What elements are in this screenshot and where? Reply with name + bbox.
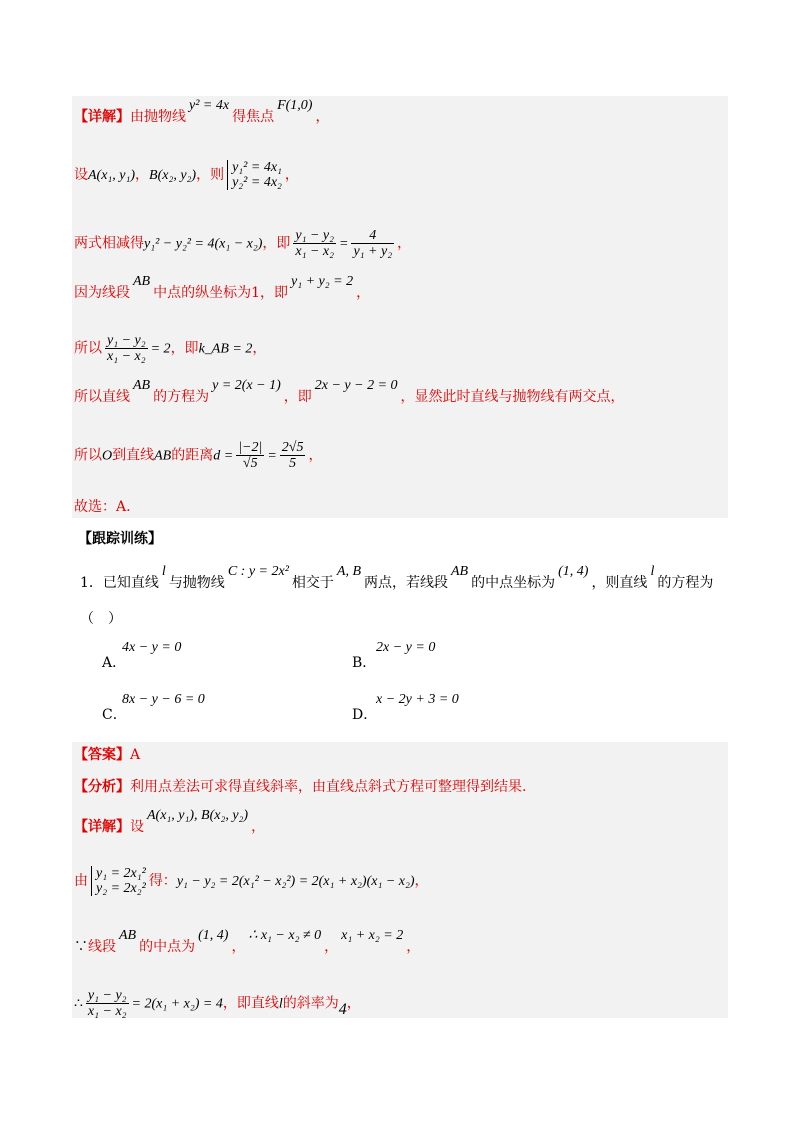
math-sum: y₁ + y₂ = 2	[291, 274, 354, 289]
denominator: x₁ − x₂	[295, 244, 334, 259]
text: ，	[252, 340, 267, 357]
math-difference: y₁ − y₂ = 2(x₁² − x₂²) = 2(x₁ + x₂)(x₁ − x₂)	[176, 874, 415, 889]
math-midpoint: (1, 4)	[558, 564, 589, 579]
fraction	[105, 333, 148, 364]
text: 1．已知直线	[80, 575, 159, 591]
option-a-letter: A．	[102, 655, 127, 671]
option-d-expr: x − 2y + 3 = 0	[376, 692, 459, 707]
answer-label: 【答案】	[74, 747, 130, 763]
math-point-a: A(x₁, y₁)	[88, 168, 136, 183]
denominator: x₁ − x₂	[87, 1004, 127, 1019]
text: ，即	[170, 340, 199, 357]
text: 的方程为	[657, 575, 714, 591]
text: ，	[346, 995, 361, 1012]
text: ，	[414, 873, 429, 889]
math-segment: AB	[154, 448, 172, 464]
detail-line-3	[74, 228, 411, 259]
system-row-1: y₁ = 2x₁²	[96, 866, 146, 881]
text: 的中点坐标为	[471, 575, 556, 591]
math-parabola: y² = 4x	[189, 98, 230, 113]
math-slope-value: 4	[338, 1000, 347, 1018]
numerator: 4	[369, 228, 377, 243]
math-line-l: l	[161, 564, 166, 579]
text: 的中点为	[139, 939, 196, 955]
math-segment: AB	[133, 274, 151, 289]
text: ，	[356, 285, 371, 301]
text: ，则	[196, 167, 225, 183]
denominator: √5	[236, 455, 264, 471]
math-sum: x₁ + x₂ = 2	[341, 928, 404, 943]
system-row-1: y₁² = 4x₁	[232, 160, 282, 175]
text: 设	[130, 819, 144, 835]
text: ，	[308, 447, 323, 464]
text: 的斜率为	[282, 995, 339, 1012]
practice-heading: 【跟踪训练】	[78, 531, 162, 547]
text: ，	[324, 939, 339, 955]
system-row-2: y₂ = 2x₂²	[96, 881, 146, 896]
math-slope-calc: = 2(x₁ + x₂) = 4	[131, 996, 223, 1012]
text: 设	[74, 167, 88, 183]
math-focus: F(1,0)	[277, 98, 313, 113]
text: 与抛物线	[168, 575, 225, 591]
text: 的距离	[171, 447, 214, 464]
detail-line-5	[74, 333, 266, 364]
detail-line-7	[74, 440, 322, 471]
system-row-2: y₂² = 4x₂	[232, 175, 282, 190]
detail-line-1	[74, 98, 330, 127]
text: 的方程为	[153, 389, 210, 405]
denominator: 5	[280, 455, 306, 471]
text: 得：	[148, 873, 177, 889]
math-midpoint: (1, 4)	[198, 928, 229, 943]
math-slope: k_AB = 2	[198, 341, 253, 357]
text: 所以	[74, 340, 102, 357]
math-point-b: B(x₂, y₂)	[149, 168, 197, 183]
option-c-expr: 8x − y − 6 = 0	[122, 692, 205, 707]
detail-line-2	[74, 160, 299, 190]
text: 两点，若线段	[364, 575, 448, 591]
text: ，	[315, 109, 330, 125]
fraction	[293, 228, 336, 259]
math-line-l: l	[278, 996, 283, 1012]
fraction	[351, 228, 394, 259]
text: ，	[284, 167, 299, 183]
text: 中点的纵坐标为1，即	[153, 285, 289, 301]
text: 到直线	[112, 447, 155, 464]
text: ，	[135, 167, 150, 183]
detail-label: 【详解】	[74, 819, 130, 835]
text: ，	[406, 939, 421, 955]
math-line-general: 2x − y − 2 = 0	[314, 378, 398, 393]
math-nonzero: ∴ x₁ − x₂ ≠ 0	[248, 928, 322, 943]
fraction	[236, 440, 264, 471]
analysis-text: 利用点差法可求得直线斜率，由直线点斜式方程可整理得到结果.	[130, 779, 527, 795]
text: ，即	[262, 235, 291, 252]
detail2-line-4	[74, 988, 361, 1019]
math-result: = 2	[150, 341, 171, 357]
equation-system	[227, 160, 282, 190]
numerator: |−2|	[238, 440, 263, 455]
text: 线段	[88, 939, 116, 955]
text: ，	[251, 819, 266, 835]
text: 相交于	[291, 575, 334, 591]
answer-value: A	[130, 747, 141, 763]
numerator: 2√5	[281, 440, 304, 455]
equals: =	[339, 236, 349, 252]
detail2-line-3	[74, 928, 421, 957]
math-subtract: y₁² − y₂² = 4(x₁ − x₂)	[144, 236, 263, 252]
option-c-letter: C．	[102, 707, 127, 723]
math-line-eq: y = 2(x − 1)	[212, 378, 281, 393]
math-origin: O	[102, 448, 113, 464]
text: 两式相减得	[74, 235, 144, 252]
detail-line-4	[74, 274, 371, 303]
detail2-line-1	[74, 808, 266, 837]
math-distance: d =	[213, 448, 234, 464]
text: 所以直线	[74, 389, 130, 405]
because-symbol: ∵	[74, 939, 88, 955]
therefore-symbol: ∴	[74, 995, 83, 1012]
math-segment: AB	[451, 564, 469, 579]
math-points: A, B	[336, 564, 361, 579]
math-line-l: l	[650, 564, 655, 579]
denominator: x₁ − x₂	[107, 349, 146, 364]
equation-system	[91, 866, 146, 896]
equals: =	[267, 448, 277, 464]
text: ，显然此时直线与抛物线有两交点，	[400, 389, 625, 405]
fraction	[86, 988, 129, 1019]
text: ，	[397, 235, 412, 252]
detail2-line-2	[74, 866, 429, 896]
detail-line-6	[74, 378, 625, 407]
analysis-label: 【分析】	[74, 779, 130, 795]
question-1	[80, 564, 714, 593]
numerator: y₁ − y₂	[295, 228, 334, 243]
option-a-expr: 4x − y = 0	[122, 640, 182, 655]
answer-line	[74, 746, 140, 764]
numerator: y₁ − y₂	[107, 333, 146, 348]
denominator: y₁ + y₂	[353, 244, 393, 259]
option-d-letter: D．	[352, 707, 378, 723]
text: 由抛物线	[130, 109, 186, 125]
text: 得焦点	[232, 109, 275, 125]
detail-line-8	[74, 498, 131, 516]
conclusion: 故选：A.	[74, 499, 131, 515]
text: ，即直线	[222, 995, 279, 1012]
text: ，则直线	[591, 575, 648, 591]
text: 所以	[74, 447, 102, 464]
text: 由	[74, 873, 88, 889]
text: ，	[231, 939, 246, 955]
fraction	[280, 440, 306, 471]
math-segment: AB	[133, 378, 151, 393]
answer-parentheses: （ ）	[80, 611, 122, 627]
analysis-line	[74, 778, 526, 796]
option-b-letter: B．	[352, 655, 377, 671]
text: ，即	[283, 389, 312, 405]
numerator: y₁ − y₂	[87, 988, 127, 1003]
math-points: A(x₁, y₁), B(x₂, y₂)	[147, 808, 249, 823]
math-segment: AB	[119, 928, 137, 943]
option-b-expr: 2x − y = 0	[376, 640, 436, 655]
math-parabola: C : y = 2x²	[227, 564, 289, 579]
text: 因为线段	[74, 285, 130, 301]
detail-label: 【详解】	[74, 109, 130, 125]
